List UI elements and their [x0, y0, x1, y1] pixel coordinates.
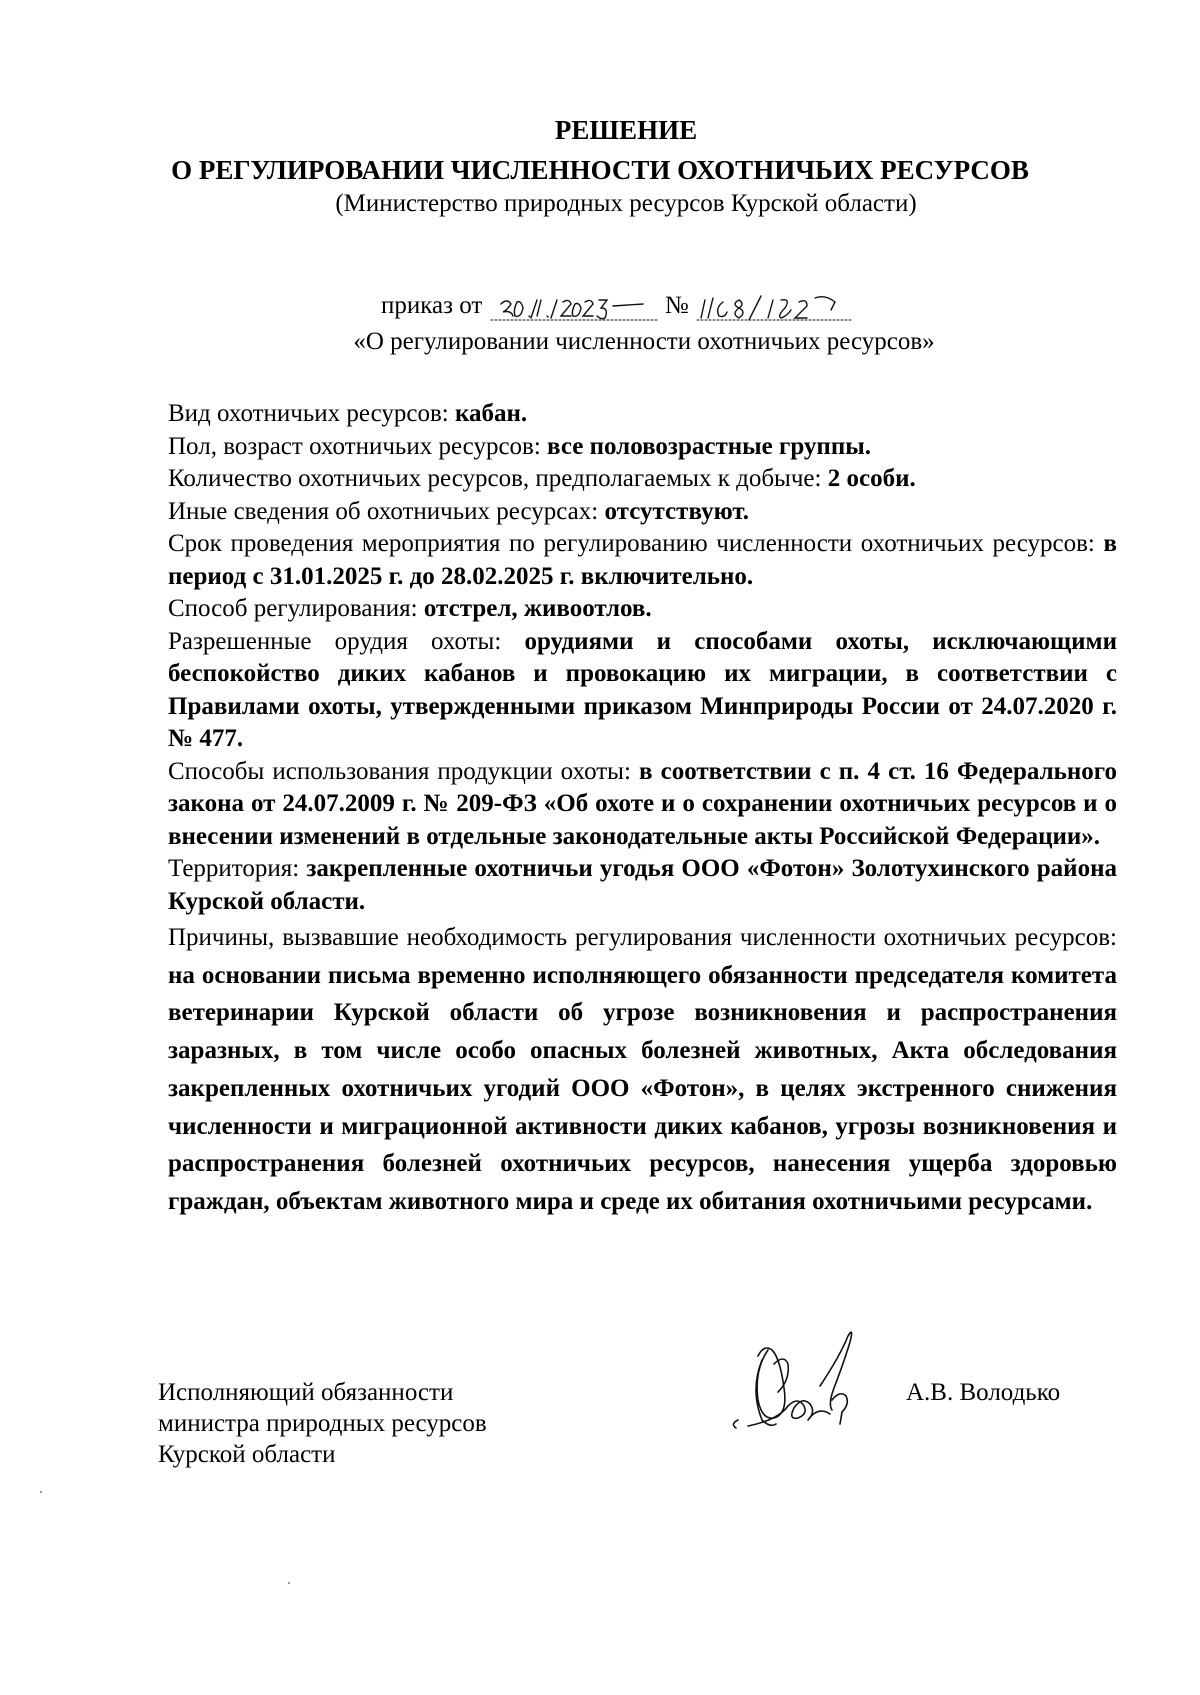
method-label: Способ регулирования:: [168, 595, 424, 622]
other-info-value: отсутствуют.: [604, 497, 750, 525]
document-title: [0, 110, 1200, 190]
species-value: кабан.: [455, 400, 528, 427]
field-period: [168, 528, 1117, 593]
field-causes: [168, 919, 1117, 1221]
field-other-info: [168, 496, 1117, 529]
sex-age-label: Пол, возраст охотничьих ресурсов:: [168, 432, 548, 460]
order-name: «О регулировании численности охотничьих ресурсов»: [353, 328, 935, 355]
period-label: Срок проведения мероприятия по регулированию численности охотничьих ресурсов:: [168, 530, 1104, 557]
handwritten-date: [489, 292, 659, 322]
signatory-position: [158, 1377, 487, 1470]
order-line: [0, 290, 1200, 322]
field-sex-age: [168, 431, 1117, 464]
territory-label: Территория:: [168, 855, 307, 882]
quantity-value: 2 особи.: [827, 465, 916, 492]
causes-label: Причины, вызвавшие необходимость регулирования численности охотничьих ресурсов:: [168, 924, 1117, 951]
handwritten-signature: [728, 1330, 898, 1440]
territory-value: закрепленные охотничьи угодья ООО «Фотон» Золотухинского района Курской области.: [168, 855, 1117, 915]
causes-value: на основании письма временно исполняющего обязанности председателя комитета ветеринарии Курской области об угрозе возникновения и распространения заразных, в том числе особо опасных болезней животных, Акта обследования закрепленных охотничьих угодий ООО «Фотон», в целях экстренного снижения численности и миграционной активности диких кабанов, угрозы возникновения и распространения болезней охотничьих ресурсов, нанесения ущерба здоровью граждан, объектам животного мира и среде их обитания охотничьими ресурсами.: [168, 961, 1117, 1215]
position-line-1: Исполняющий обязанности: [158, 1379, 454, 1406]
handwritten-number: [695, 292, 855, 322]
field-method: [168, 593, 1117, 626]
signatory-name: А.В. Володько: [906, 1379, 1061, 1406]
issuing-authority: [0, 188, 1200, 220]
usage-value: в соответствии с п. 4 ст. 16 Федерального закона от 24.07.2009 г. № 209-ФЗ «Об охоте и о сохранении охотничьих ресурсов и о внесении изменений в отдельные законодательные акты Российской Федерации».: [168, 757, 1118, 850]
decision-body: [168, 398, 1117, 1221]
sex-age-value: все половозрастные группы.: [547, 432, 872, 460]
field-usage: [168, 756, 1117, 854]
field-quantity: [168, 463, 1117, 496]
order-number-label: №: [664, 292, 689, 319]
period-value: в период с 31.01.2025 г. до 28.02.2025 г. включительно.: [168, 530, 1117, 590]
usage-label: Способы использования продукции охоты:: [168, 757, 640, 785]
field-species: [168, 398, 1117, 431]
method-value: отстрел, живоотлов.: [423, 595, 652, 622]
order-prefix: приказ от: [381, 292, 483, 319]
position-line-2: министра природных ресурсов: [158, 1410, 487, 1437]
other-info-label: Иные сведения об охотничьих ресурсах:: [168, 497, 605, 525]
tools-label: Разрешенные орудия охоты:: [168, 627, 525, 655]
quantity-label: Количество охотничьих ресурсов, предполагаемых к добыче:: [168, 465, 828, 492]
field-tools: [168, 626, 1117, 756]
scan-speck: [40, 1491, 42, 1493]
scan-speck: [288, 1582, 290, 1584]
species-label: Вид охотничьих ресурсов:: [168, 400, 455, 427]
title-line-2: О РЕГУЛИРОВАНИИ ЧИСЛЕННОСТИ ОХОТНИЧЬИХ РЕСУРСОВ: [171, 155, 1029, 185]
subtitle: (Министерство природных ресурсов Курской области): [335, 190, 917, 217]
tools-value: орудиями и способами охоты, исключающими беспокойство диких кабанов и провокацию их миграции, в соответствии с Правилами охоты, утвержденными приказом Минприроды России от 24.07.2020 г. № 477.: [168, 627, 1117, 752]
handwritten-date-strokes: [489, 292, 659, 324]
handwritten-number-strokes: [695, 292, 855, 324]
title-line-1: РЕШЕНИЕ: [554, 115, 698, 145]
field-territory: [168, 853, 1117, 918]
position-line-3: Курской области: [158, 1441, 336, 1468]
